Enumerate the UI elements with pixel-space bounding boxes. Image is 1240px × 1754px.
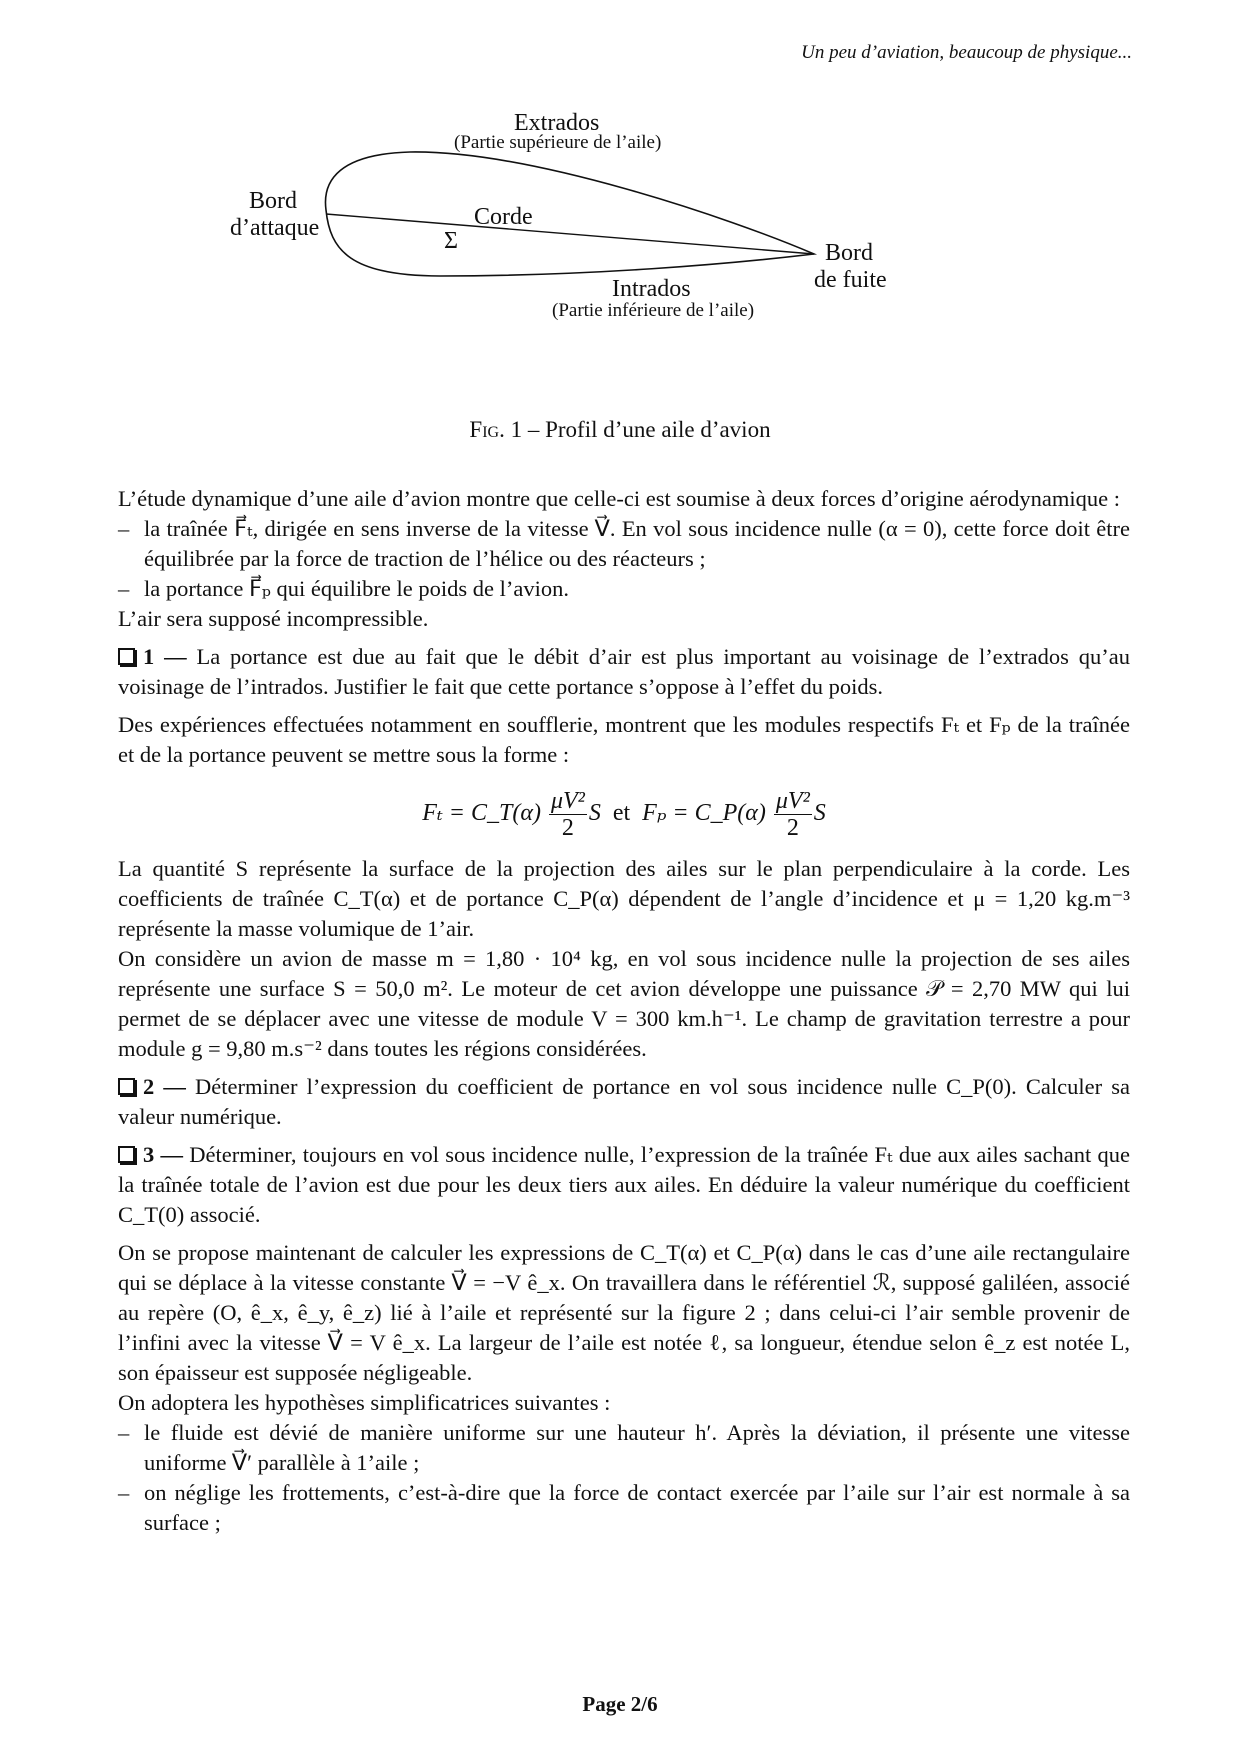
item-trainee: la traînée F⃗ₜ, dirigée en sens inverse de la vitesse V⃗. En vol sous incidence nulle (α = 0), cette force doit être équilibrée par la force de traction de l’hélice ou des réacteurs ; <box>144 516 1130 571</box>
experiences-paragraph: Des expériences effectuées notamment en soufflerie, montrent que les modules respectifs Fₜ et Fₚ de la traînée et de la portance peuvent se mettre sous la forme : <box>118 712 1130 767</box>
eq-fp: Fₚ = C_P(α) <box>642 800 766 826</box>
force-equation <box>118 782 1130 844</box>
eq-fraction <box>774 788 812 841</box>
eq-et: et <box>612 800 631 826</box>
question-3 <box>118 1140 1130 1230</box>
question-number: 2 — <box>143 1074 186 1099</box>
caption-fig: Fig. <box>469 417 505 442</box>
eq-numerator: μV² <box>775 787 810 814</box>
chord-line <box>326 214 814 254</box>
checkbox-icon <box>118 1146 135 1163</box>
bord-attaque-label <box>230 188 320 242</box>
question-2 <box>118 1072 1130 1132</box>
question-number: 1 — <box>143 644 187 669</box>
rectangular-wing-paragraph: On se propose maintenant de calculer les expressions de C_T(α) et C_P(α) dans le cas d’une aile rectangulaire qui se déplace à la vitesse constante V⃗ = −V ê_x. On travaillera dans le référentiel ℛ, supposé galiléen, associé au repère (O, ê_x, ê_y, ê_z) lié à l’aile et représenté sur la figure 2 ; dans celui-ci l’air semble provenir de l’infini avec la vitesse V⃗ = V ê_x. La largeur de l’aile est notée ℓ, sa longueur, étendue selon ê_z est notée L, son épaisseur est supposée négligeable. <box>118 1240 1130 1385</box>
eq-numerator: μV² <box>550 787 585 814</box>
hypothesis-2: on néglige les frottements, c’est-à-dire que la force de contact exercée par l’aile sur l’air est normale à sa surface ; <box>144 1480 1130 1535</box>
bord-attaque-line1: Bord <box>249 188 297 214</box>
bord-fuite-label <box>814 240 887 294</box>
checkbox-icon <box>118 648 135 665</box>
sigma-label: Σ <box>444 228 458 254</box>
hypothesis-1: le fluide est dévié de manière uniforme sur une hauteur h′. Après la déviation, il présente une vitesse uniforme V⃗′ parallèle à 1’aile ; <box>144 1420 1130 1475</box>
question-text: La portance est due au fait que le débit d’air est plus important au voisinage de l’extrados qu’au voisinage de l’intrados. Justifier le fait que cette portance s’oppose à l’effet du poids. <box>118 644 1130 699</box>
eq-s: S <box>588 800 601 826</box>
wing-outline <box>325 152 814 276</box>
eq-ft: Fₜ = C_T(α) <box>422 800 541 826</box>
question-text: Déterminer, toujours en vol sous incidence nulle, l’expression de la traînée Fₜ due aux ailes sachant que la traînée totale de l’avion est due pour les deux tiers aux ailes. En déduire la valeur numérique du coefficient C_T(0) associé. <box>118 1142 1131 1227</box>
item-portance: la portance F⃗ₚ qui équilibre le poids de l’avion. <box>144 576 569 601</box>
intrados-sublabel: (Partie inférieure de l’aile) <box>552 300 755 321</box>
bord-fuite-line1: Bord <box>825 240 873 266</box>
eq-fraction <box>549 788 587 841</box>
question-text: Déterminer l’expression du coefficient de portance en vol sous incidence nulle C_P(0). Calculer sa valeur numérique. <box>118 1074 1130 1129</box>
aircraft-paragraph: On considère un avion de masse m = 1,80 · 10⁴ kg, en vol sous incidence nulle la projection de ses ailes représente une surface S = 50,0 m². Le moteur de cet avion développe une puissance 𝒫 = 2,70 MW qui lui permet de se déplacer avec une vitesse de module V = 300 km.h⁻¹. Le champ de gravitation terrestre a pour module g = 9,80 m.s⁻² dans toutes les régions considérées. <box>118 946 1130 1061</box>
hypotheses-intro: On adoptera les hypothèses simplificatrices suivantes : <box>118 1390 611 1415</box>
page-number: Page 2/6 <box>582 1692 658 1716</box>
list-dash: – <box>118 516 130 541</box>
list-dash: – <box>118 1480 130 1505</box>
checkbox-icon <box>118 1078 135 1095</box>
question-number: 3 — <box>143 1142 184 1167</box>
corde-label: Corde <box>474 204 533 230</box>
wing-profile-figure <box>230 110 1020 370</box>
body-text <box>118 484 1130 1538</box>
running-header: Un peu d’aviation, beaucoup de physique... <box>801 42 1132 63</box>
question-1 <box>118 642 1130 702</box>
eq-denominator: 2 <box>786 814 799 841</box>
caption-text: 1 – Profil d’une aile d’avion <box>510 417 771 442</box>
surface-paragraph: La quantité S représente la surface de la projection des ailes sur le plan perpendiculaire à la corde. Les coefficients de traînée C_T(α) et de portance C_P(α) dépendent de l’angle d’incidence et μ = 1,20 kg.m⁻³ représente la masse volumique de 1’air. <box>118 856 1130 941</box>
list-item <box>118 1478 1130 1538</box>
eq-s: S <box>813 800 826 826</box>
list-item <box>118 514 1130 574</box>
bord-fuite-line2: de fuite <box>814 267 887 293</box>
list-item <box>118 1418 1130 1478</box>
eq-denominator: 2 <box>561 814 574 841</box>
list-dash: – <box>118 576 130 601</box>
extrados-sublabel: (Partie supérieure de l’aile) <box>454 132 662 153</box>
list-dash: – <box>118 1420 130 1445</box>
list-item <box>118 574 1130 604</box>
intro-paragraph: L’étude dynamique d’une aile d’avion montre que celle-ci est soumise à deux forces d’origine aérodynamique : <box>118 486 1120 511</box>
bord-attaque-line2: d’attaque <box>230 215 320 241</box>
intrados-label: Intrados <box>612 276 691 302</box>
figure-caption <box>0 417 1240 443</box>
extrados-label: Extrados <box>514 110 600 136</box>
incompressible-line: L’air sera supposé incompressible. <box>118 606 429 631</box>
